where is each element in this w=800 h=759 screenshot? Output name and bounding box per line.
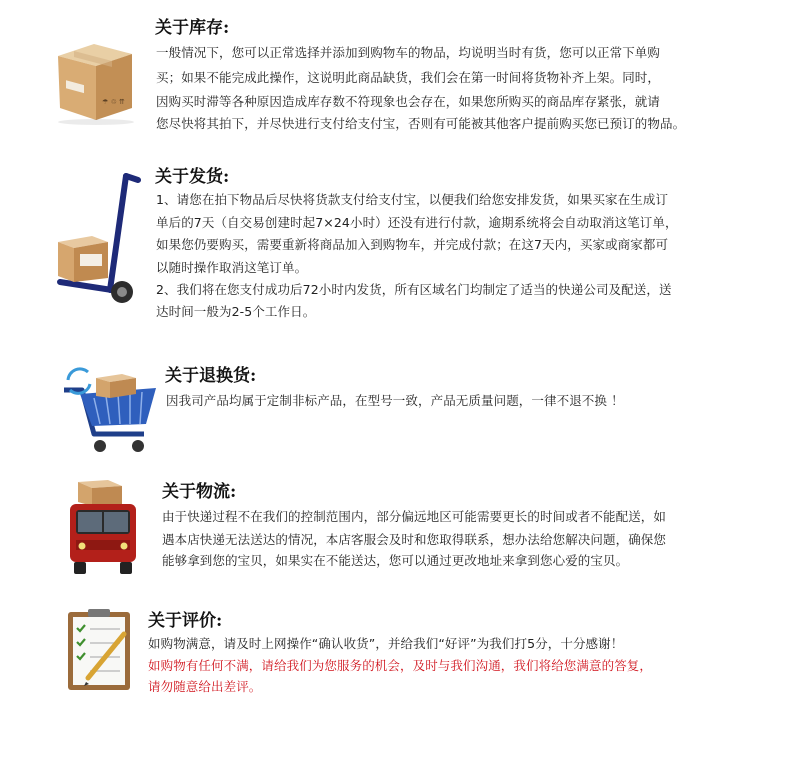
returns-title: 关于退换货: (165, 366, 257, 386)
shopping-cart-icon (60, 362, 160, 458)
shipping-line-3: 如果您仍要购买，需要重新将商品加入到购物车，并完成付款；在这7天内，买家或商家都可 (156, 237, 669, 252)
review-warning-line-1: 如购物有任何不满，请给我们为您服务的机会，及时与我们沟通，我们将给您满意的答复， (148, 658, 653, 673)
clipboard-checklist-icon (64, 608, 134, 692)
svg-text:☂ ♲ ⇈: ☂ ♲ ⇈ (102, 98, 125, 106)
cardboard-box-icon (50, 34, 138, 126)
review-warning-line-2: 请勿随意给出差评。 (148, 679, 262, 694)
stock-title: 关于库存: (155, 18, 230, 38)
stock-line-4: 您尽快将其拍下，并尽快进行支付给支付宝，否则有可能被其他客户提前购买您已预订的物品。 (156, 116, 686, 131)
logistics-line-2: 遇本店快递无法送达的情况，本店客服会及时和您取得联系，想办法给您解决问题，确保您 (162, 532, 667, 547)
shipping-line-2: 单后的7天（自交易创建时起7×24小时）还没有进行付款，逾期系统将会自动取消这笔订单， (156, 215, 678, 230)
logistics-line-1: 由于快递过程不在我们的控制范围内，部分偏远地区可能需要更长的时间或者不能配送，如 (162, 509, 667, 524)
shipping-line-1: 1、请您在拍下物品后尽快将货款支付给支付宝，以便我们给您安排发货，如果买家在生成订 (156, 192, 669, 207)
delivery-truck-icon (64, 478, 142, 578)
stock-line-1: 一般情况下，您可以正常选择并添加到购物车的物品，均说明当时有货，您可以正常下单购 (156, 45, 661, 60)
review-title: 关于评价: (148, 611, 223, 631)
shipping-line-5: 2、我们将在您支付成功后72小时内发货，所有区域名门均制定了适当的快递公司及配送，送 (156, 282, 672, 297)
logistics-title: 关于物流: (162, 482, 237, 502)
returns-line-1: 因我司产品均属于定制非标产品，在型号一致，产品无质量问题，一律不退不换 ！ (166, 393, 624, 408)
shipping-line-6: 达时间一般为2-5个工作日。 (156, 304, 316, 319)
stock-line-2: 买；如果不能完成此操作，这说明此商品缺货，我们会在第一时间将货物补齐上架。同时， (156, 70, 661, 85)
shipping-title: 关于发货: (155, 167, 230, 187)
review-line-1: 如购物满意，请及时上网操作“确认收货”，并给我们“好评”为我们打5分，十分感谢！ (148, 636, 624, 651)
stock-line-3: 因购买时滞等各种原因造成库存数不符现象也会存在，如果您所购买的商品库存紧张，就请 (156, 94, 661, 109)
hand-truck-icon (52, 170, 144, 310)
shipping-line-4: 以随时操作取消这笔订单。 (156, 260, 308, 275)
logistics-line-3: 能够拿到您的宝贝，如果实在不能送达，您可以通过更改地址来拿到您心爱的宝贝。 (162, 553, 629, 568)
